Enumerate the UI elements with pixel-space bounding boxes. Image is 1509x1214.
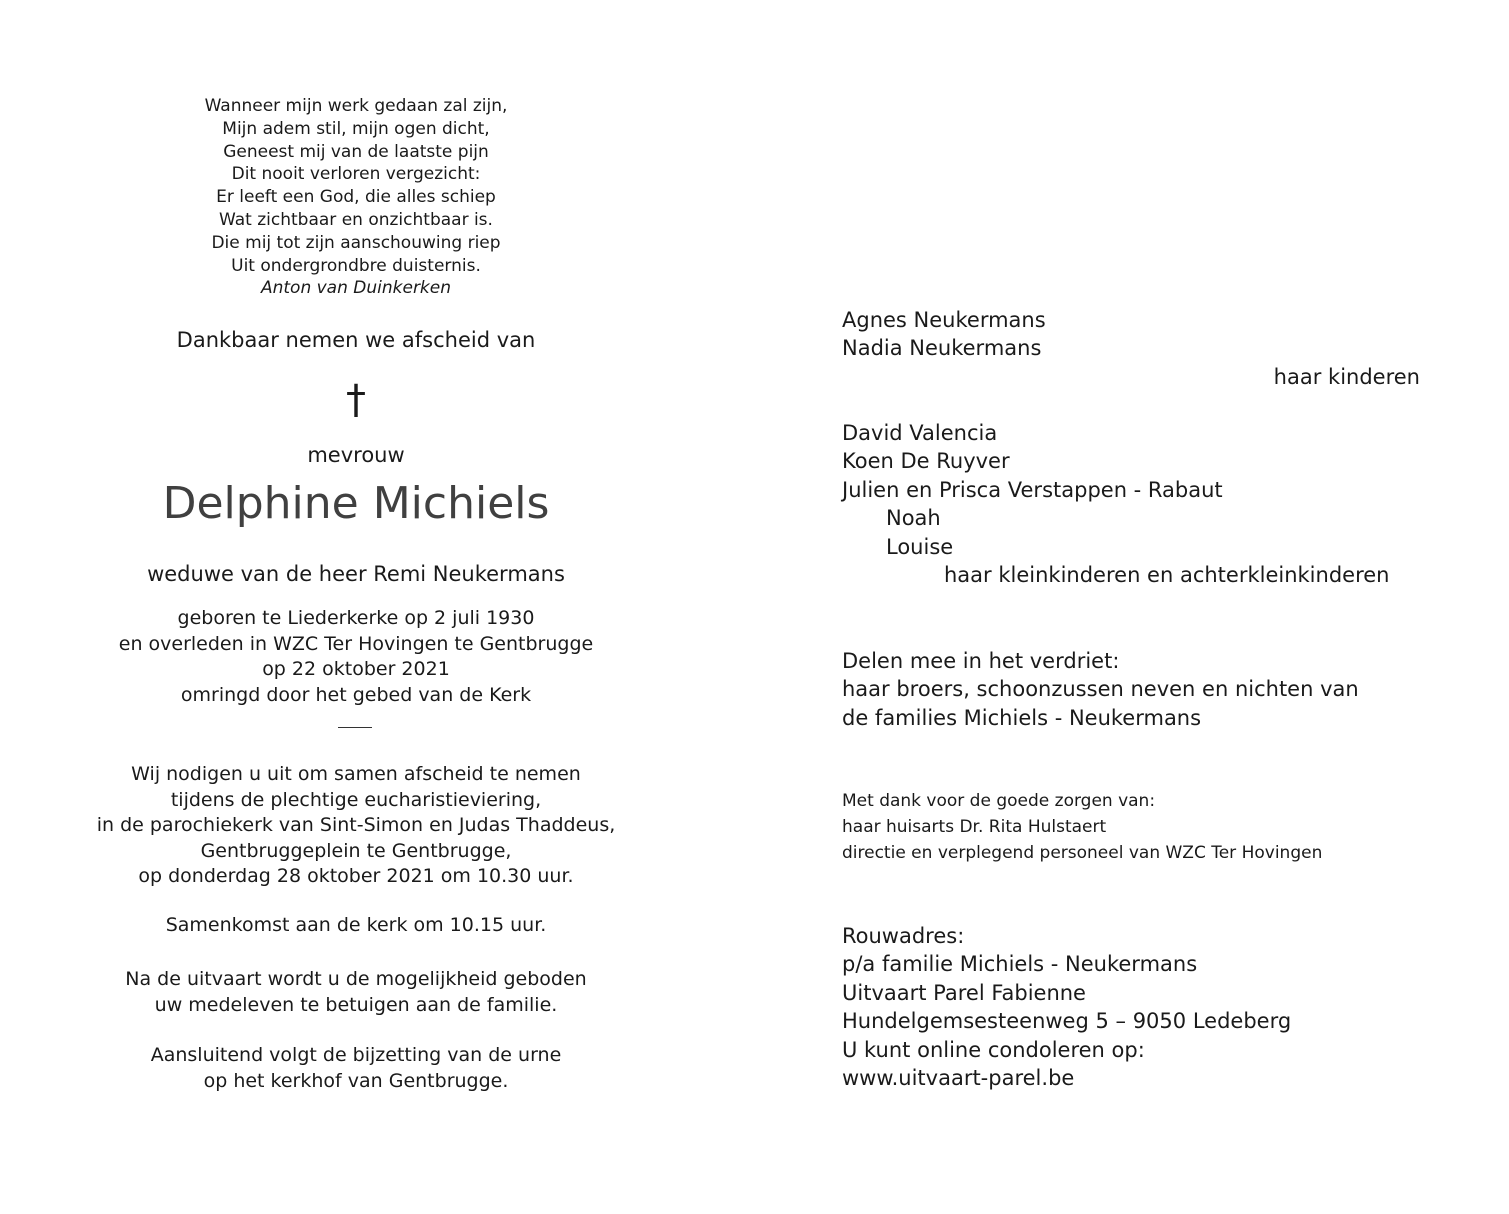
share-line: Delen mee in het verdriet: <box>842 649 1120 673</box>
address-line: Uitvaart Parel Fabienne <box>842 980 1086 1005</box>
invitation-line: in de parochiekerk van Sint-Simon en Judas Thaddeus, <box>96 814 616 836</box>
detail-line: omringd door het gebed van de Kerk <box>180 683 532 706</box>
divider <box>338 727 372 728</box>
invitation-line: tijdens de plechtige eucharistieviering, <box>170 788 542 811</box>
address-line: Hundelgemsesteenweg 5 – 9050 Ledeberg <box>842 1009 1292 1034</box>
care-line: Met dank voor de goede zorgen van: <box>842 791 1156 811</box>
condolence-note <box>60 967 652 1018</box>
deceased-name: Delphine Michiels <box>162 478 550 529</box>
farewell-intro: Dankbaar nemen we afscheid van <box>176 328 536 352</box>
address-line: Rouwadres: <box>842 924 965 948</box>
invitation-line: op donderdag 28 oktober 2021 om 10.30 uur. <box>138 865 574 887</box>
grandchildren-section <box>842 419 1442 589</box>
grandchild-name: Julien en Prisca Verstappen - Rabaut <box>842 477 1223 502</box>
grandchild-name: David Valencia <box>842 421 998 445</box>
website-link[interactable]: www.uitvaart-parel.be <box>842 1066 1075 1091</box>
honorific: mevrouw <box>307 443 405 467</box>
cross-icon: † <box>346 377 366 423</box>
burial-line: op het kerkhof van Gentbrugge. <box>203 1069 509 1092</box>
poem-line: Dit nooit verloren vergezicht: <box>231 164 481 185</box>
child-name: Nadia Neukermans <box>842 336 1042 361</box>
poem-line: Wat zichtbaar en onzichtbaar is. <box>219 209 493 230</box>
detail-line: en overleden in WZC Ter Hovingen te Gentbrugge <box>118 632 594 655</box>
poem-line: Er leeft een God, die alles schiep <box>216 187 496 208</box>
poem-line: Wanneer mijn werk gedaan zal zijn, <box>204 96 508 116</box>
poem-line: Geneest mij van de laatste pijn <box>223 141 489 162</box>
care-line: directie en verplegend personeel van WZC Ter Hovingen <box>842 843 1323 863</box>
great-grandchild-name: Noah <box>886 506 941 531</box>
child-name: Agnes Neukermans <box>842 308 1046 332</box>
burial-note <box>60 1043 652 1094</box>
invitation-line: Wij nodigen u uit om samen afscheid te nemen <box>131 763 581 785</box>
detail-line: op 22 oktober 2021 <box>262 658 450 680</box>
care-line: haar huisarts Dr. Rita Hulstaert <box>842 817 1107 837</box>
share-grief-section <box>842 647 1442 732</box>
invitation-line: Gentbruggeplein te Gentbrugge, <box>200 839 512 862</box>
children-label: haar kinderen <box>1273 364 1420 389</box>
address-line: p/a familie Michiels - Neukermans <box>842 952 1198 977</box>
birth-death-details <box>60 606 652 708</box>
thanks-care-section <box>842 788 1442 866</box>
widow-of: weduwe van de heer Remi Neukermans <box>147 562 565 586</box>
share-line: de families Michiels - Neukermans <box>842 705 1202 730</box>
gathering: Samenkomst aan de kerk om 10.15 uur. <box>165 914 547 936</box>
grandchildren-label: haar kleinkinderen en achterkleinkinderen <box>944 563 1390 588</box>
burial-line: Aansluitend volgt de bijzetting van de urne <box>150 1044 562 1066</box>
mourning-address <box>842 922 1442 1092</box>
detail-line: geboren te Liederkerke op 2 juli 1930 <box>177 607 535 629</box>
poem-line: Uit ondergrondbre duisternis. <box>231 255 481 276</box>
address-line: U kunt online condoleren op: <box>842 1037 1145 1062</box>
poem-author: Anton van Duinkerken <box>260 278 452 299</box>
invitation <box>60 762 652 890</box>
poem-line: Mijn adem stil, mijn ogen dicht, <box>222 118 490 139</box>
great-grandchild-name: Louise <box>886 534 954 559</box>
grandchild-name: Koen De Ruyver <box>842 449 1010 474</box>
share-line: haar broers, schoonzussen neven en nichten van <box>842 677 1359 702</box>
poem <box>60 95 652 300</box>
poem-line: Die mij tot zijn aanschouwing riep <box>211 232 501 253</box>
condolence-line: uw medeleven te betuigen aan de familie. <box>154 993 558 1016</box>
condolence-line: Na de uitvaart wordt u de mogelijkheid geboden <box>125 968 587 990</box>
children-section <box>842 306 1442 391</box>
